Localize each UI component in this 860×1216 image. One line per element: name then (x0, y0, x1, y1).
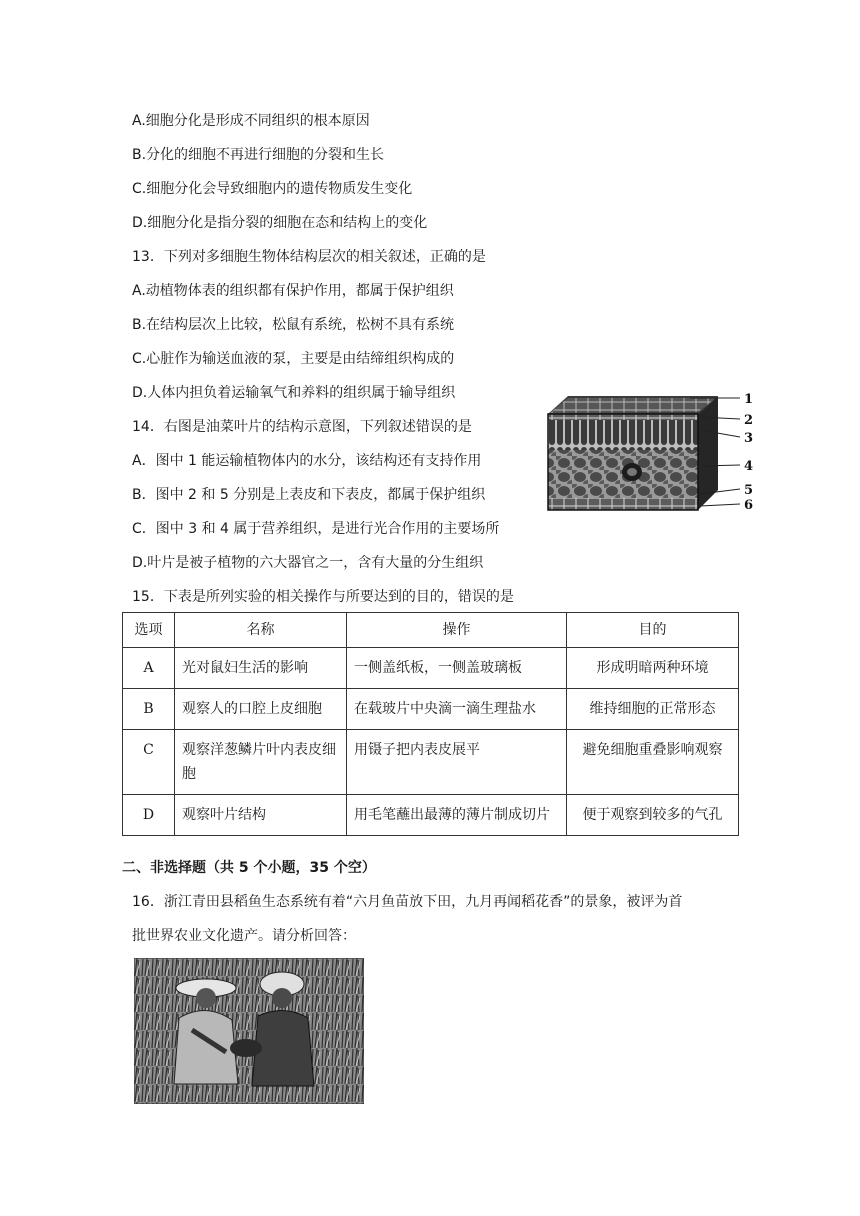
q14-option-b: B．图中 2 和 5 分别是上表皮和下表皮，都属于保护组织 (132, 487, 486, 503)
q12-option-b: B.分化的细胞不再进行细胞的分裂和生长 (132, 147, 385, 163)
q16-stem-line2: 批世界农业文化遗产。请分析回答： (132, 928, 356, 944)
q13-option-a: A.动植物体表的组织都有保护作用，都属于保护组织 (132, 283, 454, 299)
table-cell-name: 观察叶片结构 (175, 795, 347, 836)
q12-option-d: D.细胞分化是指分裂的细胞在态和结构上的变化 (132, 215, 428, 231)
leaf-structure-figure (540, 386, 768, 518)
table-header-cell: 名称 (175, 613, 347, 648)
rice-fish-field-photo (134, 958, 364, 1104)
figure-label-1: 1 (744, 392, 754, 407)
figure-label-5: 5 (744, 483, 754, 498)
q12-option-a: A.细胞分化是形成不同组织的根本原因 (132, 113, 370, 129)
q16-stem-line1: 16．浙江青田县稻鱼生态系统有着“六月鱼苗放下田，九月再闻稻花香”的景象，被评为首 (132, 894, 683, 910)
table-header-cell: 目的 (567, 613, 739, 648)
table-cell-name: 光对鼠妇生活的影响 (175, 648, 347, 689)
table-header-row (123, 613, 739, 648)
table-row (123, 648, 739, 689)
table-cell-operation: 在载玻片中央滴一滴生理盐水 (347, 689, 567, 730)
figure-label-6: 6 (744, 498, 754, 513)
q14-option-c: C．图中 3 和 4 属于营养组织，是进行光合作用的主要场所 (132, 521, 500, 537)
table-cell-name: 观察洋葱鳞片叶内表皮细胞 (175, 730, 347, 795)
table-cell-option: A (123, 648, 175, 689)
table-cell-option: D (123, 795, 175, 836)
table-cell-purpose: 维持细胞的正常形态 (567, 689, 739, 730)
table-cell-operation: 用毛笔蘸出最薄的薄片制成切片 (347, 795, 567, 836)
table-row (123, 730, 739, 795)
figure-label-4: 4 (744, 459, 754, 474)
q14-option-a: A．图中 1 能运输植物体内的水分，该结构还有支持作用 (132, 453, 482, 469)
figure-label-3: 3 (744, 431, 754, 446)
q14-stem: 14．右图是油菜叶片的结构示意图，下列叙述错误的是 (132, 419, 472, 435)
table-row (123, 689, 739, 730)
table-header-cell: 选项 (123, 613, 175, 648)
table-cell-purpose: 形成明暗两种环境 (567, 648, 739, 689)
table-cell-purpose: 便于观察到较多的气孔 (567, 795, 739, 836)
table-cell-option: B (123, 689, 175, 730)
table-cell-operation: 一侧盖纸板，一侧盖玻璃板 (347, 648, 567, 689)
q15-stem: 15．下表是所列实验的相关操作与所要达到的目的，错误的是 (132, 589, 514, 605)
section-2-title: 二、非选择题（共 5 个小题，35 个空） (122, 860, 376, 876)
q13-option-c: C.心脏作为输送血液的泵，主要是由结缔组织构成的 (132, 351, 455, 367)
table-header-cell: 操作 (347, 613, 567, 648)
figure-label-2: 2 (744, 413, 754, 428)
q13-option-d: D.人体内担负着运输氧气和养料的组织属于输导组织 (132, 385, 456, 401)
q13-stem: 13．下列对多细胞生物体结构层次的相关叙述，正确的是 (132, 249, 486, 265)
q13-option-b: B.在结构层次上比较，松鼠有系统，松树不具有系统 (132, 317, 455, 333)
q14-option-d: D.叶片是被子植物的六大器官之一，含有大量的分生组织 (132, 555, 484, 571)
table-cell-operation: 用镊子把内表皮展平 (347, 730, 567, 795)
table-cell-name: 观察人的口腔上皮细胞 (175, 689, 347, 730)
experiment-table (122, 612, 739, 836)
table-row (123, 795, 739, 836)
table-cell-option: C (123, 730, 175, 795)
q12-option-c: C.细胞分化会导致细胞内的遗传物质发生变化 (132, 181, 413, 197)
table-cell-purpose: 避免细胞重叠影响观察 (567, 730, 739, 795)
